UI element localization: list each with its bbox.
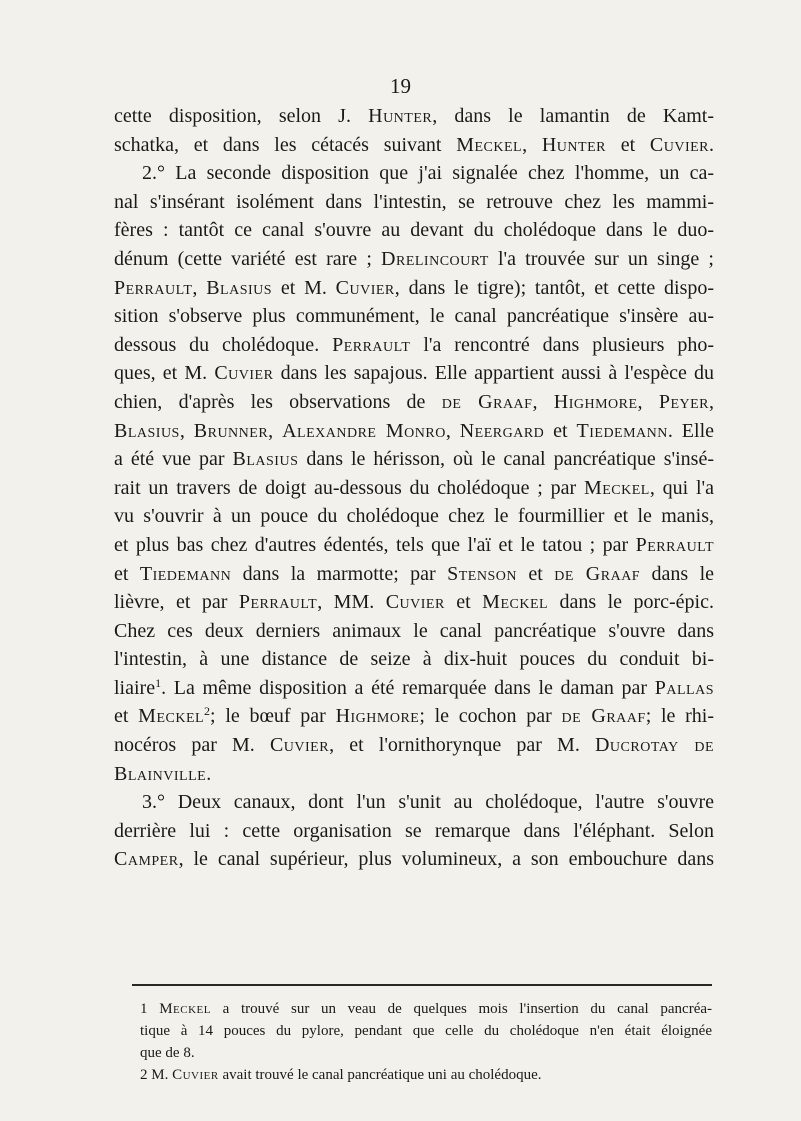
text-line: liaire$^1$. La même disposition a été remarquée dans le daman par Pallas bbox=[114, 675, 714, 699]
footnotes bbox=[140, 998, 712, 1086]
text-line: Blasius, Brunner, Alexandre Monro, Neergard et Tiedemann. Elle bbox=[114, 419, 714, 442]
text-line: nocéros par M. Cuvier, et l'ornithorynque par M. Ducrotay de bbox=[114, 734, 714, 757]
text-line: et Meckel$^2$; le bœuf par Highmore; le cochon par de Graaf; le rhi- bbox=[114, 704, 714, 728]
text-line: lièvre, et par Perrault, MM. Cuvier et Meckel dans le porc-épic. bbox=[114, 591, 714, 614]
text-line: Chez ces deux derniers animaux le canal pancréatique s'ouvre dans bbox=[114, 619, 714, 642]
text-line: a été vue par Blasius dans le hérisson, où le canal pancréatique s'insé- bbox=[114, 448, 714, 471]
text-line: fères : tantôt ce canal s'ouvre au devant du cholédoque dans le duo- bbox=[114, 219, 714, 242]
footnote-1-end: que de 8. bbox=[140, 1045, 195, 1061]
text-line: sition s'observe plus communément, le canal pancréatique s'insère au- bbox=[114, 305, 714, 328]
text-line: rait un travers de doigt au-dessous du cholédoque ; par Meckel, qui l'a bbox=[114, 476, 715, 499]
footnote-ref: 2 bbox=[204, 704, 211, 719]
footnote-ref: 1 bbox=[155, 675, 162, 690]
body-text bbox=[114, 102, 714, 874]
footnote-divider bbox=[132, 984, 712, 986]
footnote-2: 2 M. Cuvier avait trouvé le canal pancréatique uni au cholédoque. bbox=[140, 1067, 542, 1083]
text-line: et plus bas chez d'autres édentés, tels que l'aï et le tatou ; par Perrault bbox=[114, 533, 714, 556]
text-line: cette disposition, selon J. Hunter, dans le lamantin de Kamt- bbox=[114, 105, 714, 127]
text-line: 2.° La seconde disposition que j'ai signalée chez l'homme, un ca- bbox=[142, 162, 714, 185]
page-number: 19 bbox=[390, 74, 411, 98]
text-line: 3.° Deux canaux, dont l'un s'unit au cholédoque, l'autre s'ouvre bbox=[142, 791, 714, 814]
text-line: dénum (cette variété est rare ; Drelincourt l'a trouvée sur un singe ; bbox=[114, 247, 714, 270]
text-line: schatka, et dans les cétacés suivant Meckel, Hunter et Cuvier. bbox=[114, 133, 715, 156]
text-line: dessous du cholédoque. Perrault l'a rencontré dans plusieurs pho- bbox=[114, 333, 714, 356]
text-line: chien, d'après les observations de de Graaf, Highmore, Peyer, bbox=[114, 390, 715, 413]
text-line: Camper, le canal supérieur, plus volumineux, a son embouchure dans bbox=[114, 848, 714, 871]
text-line: l'intestin, à une distance de seize à dix-huit pouces du conduit bi- bbox=[114, 648, 714, 671]
text-line: nal s'insérant isolément dans l'intestin, se retrouve chez les mammi- bbox=[114, 190, 714, 213]
text-line: Perrault, Blasius et M. Cuvier, dans le tigre); tantôt, et cette dispo- bbox=[114, 276, 715, 299]
text-line: ques, et M. Cuvier dans les sapajous. Elle appartient aussi à l'espèce du bbox=[114, 362, 714, 385]
footnote-1-cont: tique à 14 pouces du pylore, pendant que celle du cholédoque n'en était éloignée bbox=[140, 1023, 712, 1039]
footnote-1: 1 Meckel a trouvé sur un veau de quelques mois l'insertion du canal pancréa- bbox=[140, 1001, 713, 1017]
text-line: derrière lui : cette organisation se remarque dans l'éléphant. Selon bbox=[114, 819, 714, 842]
text-line: vu s'ouvrir à un pouce du cholédoque chez le fourmillier et le manis, bbox=[114, 505, 714, 528]
text-line: Blainville. bbox=[114, 762, 212, 785]
text-line: et Tiedemann dans la marmotte; par Stenson et de Graaf dans le bbox=[114, 562, 715, 585]
